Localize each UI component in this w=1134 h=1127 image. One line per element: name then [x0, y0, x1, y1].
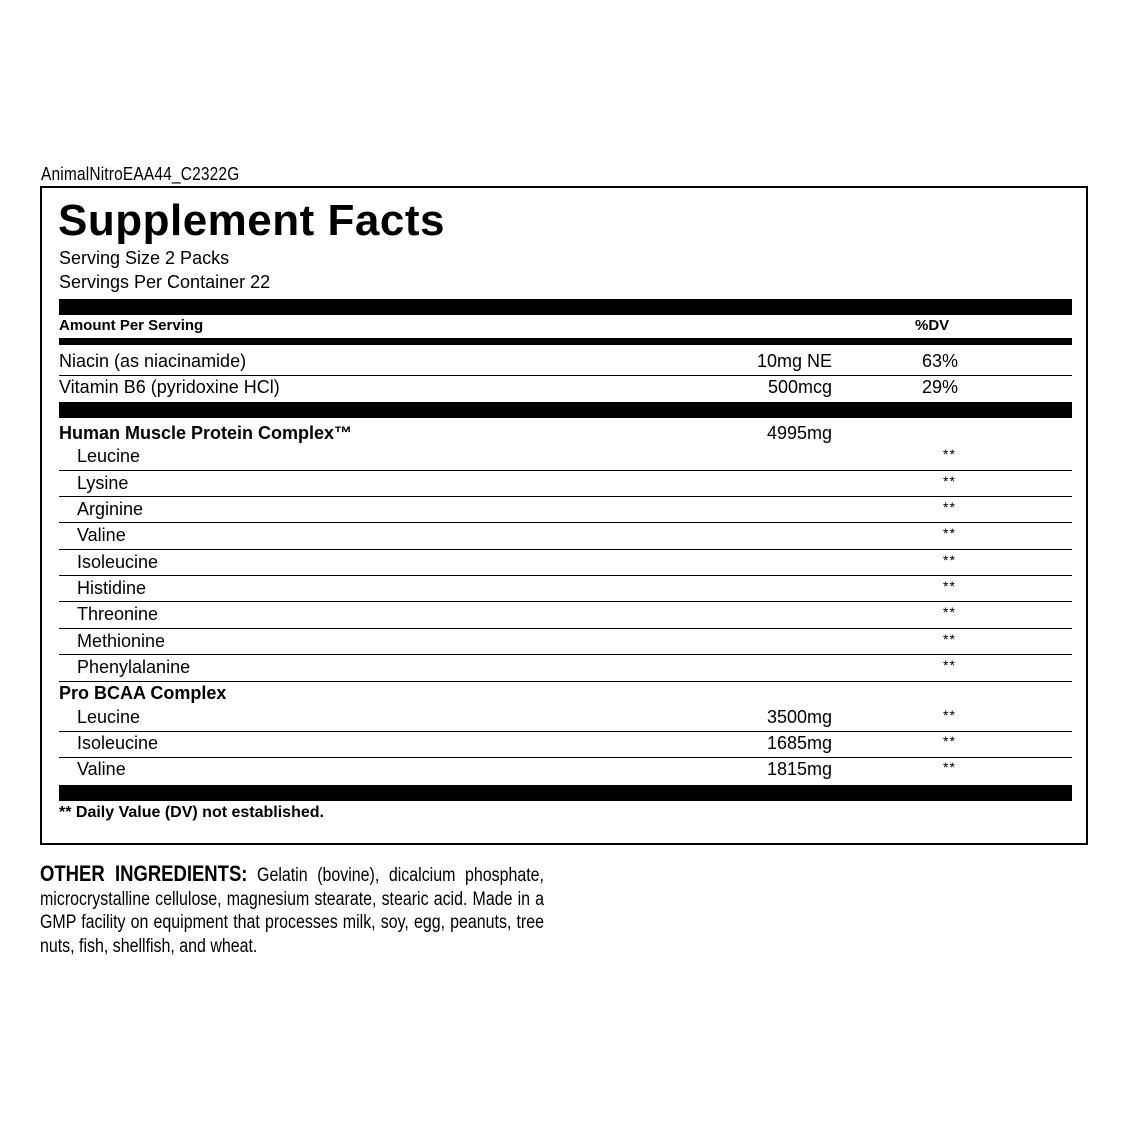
- ingredient-dv: **: [943, 759, 956, 775]
- ingredient-name: Isoleucine: [77, 733, 159, 753]
- ingredient-amount: 1815mg: [766, 759, 832, 779]
- ingredient-name: Phenylalanine: [77, 657, 191, 677]
- row-divider: [59, 549, 1072, 550]
- ingredient-name: Valine: [77, 525, 126, 545]
- daily-value-footnote: ** Daily Value (DV) not established.: [59, 804, 324, 821]
- servings-per-container: Servings Per Container 22: [59, 272, 271, 292]
- panel-title: Supplement Facts: [58, 196, 445, 245]
- row-divider: [59, 375, 1072, 376]
- amount-per-serving-header: Amount Per Serving: [59, 317, 204, 334]
- ingredient-name: Lysine: [77, 473, 129, 493]
- other-ingredients-text: Gelatin (bovine), dicalcium phosphate, microcrystalline cellulose, magnesium stearate, stearic acid. Made in a GMP facility on equipment that processes milk, soy, egg, peanuts, tree nuts, fish, shellfish, and wheat.: [40, 865, 544, 957]
- row-divider: [59, 575, 1072, 576]
- vitamin-dv: 29%: [921, 377, 958, 397]
- row-divider: [59, 601, 1072, 602]
- ingredient-name: Histidine: [77, 578, 147, 598]
- ingredient-name: Isoleucine: [77, 552, 159, 572]
- ingredient-dv: **: [943, 473, 956, 489]
- row-divider: [59, 496, 1072, 497]
- vitamin-name: Niacin (as niacinamide): [59, 351, 247, 371]
- dv-header: %DV: [915, 317, 950, 334]
- ingredient-amount: 1685mg: [766, 733, 832, 753]
- ingredient-dv: **: [943, 578, 956, 594]
- serving-size: Serving Size 2 Packs: [59, 248, 230, 268]
- medium-divider: [59, 338, 1072, 345]
- thick-divider: [59, 785, 1072, 801]
- vitamin-amount: 500mcg: [767, 377, 832, 397]
- row-divider: [59, 654, 1072, 655]
- row-divider: [59, 522, 1072, 523]
- complex-amount: 4995mg: [766, 423, 832, 443]
- ingredient-dv: **: [943, 552, 956, 568]
- ingredient-dv: **: [943, 446, 956, 462]
- ingredient-dv: **: [943, 631, 956, 647]
- row-divider: [59, 681, 1072, 682]
- ingredient-dv: **: [943, 733, 956, 749]
- ingredient-name: Arginine: [77, 499, 144, 519]
- row-divider: [59, 757, 1072, 758]
- thick-divider: [59, 402, 1072, 418]
- ingredient-name: Leucine: [77, 446, 141, 466]
- ingredient-name: Leucine: [77, 707, 141, 727]
- ingredient-name: Methionine: [77, 631, 166, 651]
- vitamin-name: Vitamin B6 (pyridoxine HCl): [59, 377, 280, 397]
- ingredient-dv: **: [943, 604, 956, 620]
- row-divider: [59, 731, 1072, 732]
- vitamin-amount: 10mg NE: [756, 351, 832, 371]
- row-divider: [59, 470, 1072, 471]
- other-ingredients-label: OTHER INGREDIENTS:: [40, 861, 248, 886]
- other-ingredients: [40, 862, 544, 958]
- ingredient-name: Valine: [77, 759, 126, 779]
- product-code: AnimalNitroEAA44_C2322G: [41, 164, 240, 184]
- complex-name: Pro BCAA Complex: [59, 683, 227, 703]
- row-divider: [59, 628, 1072, 629]
- ingredient-dv: **: [943, 707, 956, 723]
- ingredient-dv: **: [943, 657, 956, 673]
- ingredient-name: Threonine: [77, 604, 159, 624]
- ingredient-dv: **: [943, 525, 956, 541]
- ingredient-amount: 3500mg: [766, 707, 832, 727]
- thick-divider: [59, 299, 1072, 315]
- vitamin-dv: 63%: [921, 351, 958, 371]
- complex-name: Human Muscle Protein Complex™: [59, 423, 353, 443]
- ingredient-dv: **: [943, 499, 956, 515]
